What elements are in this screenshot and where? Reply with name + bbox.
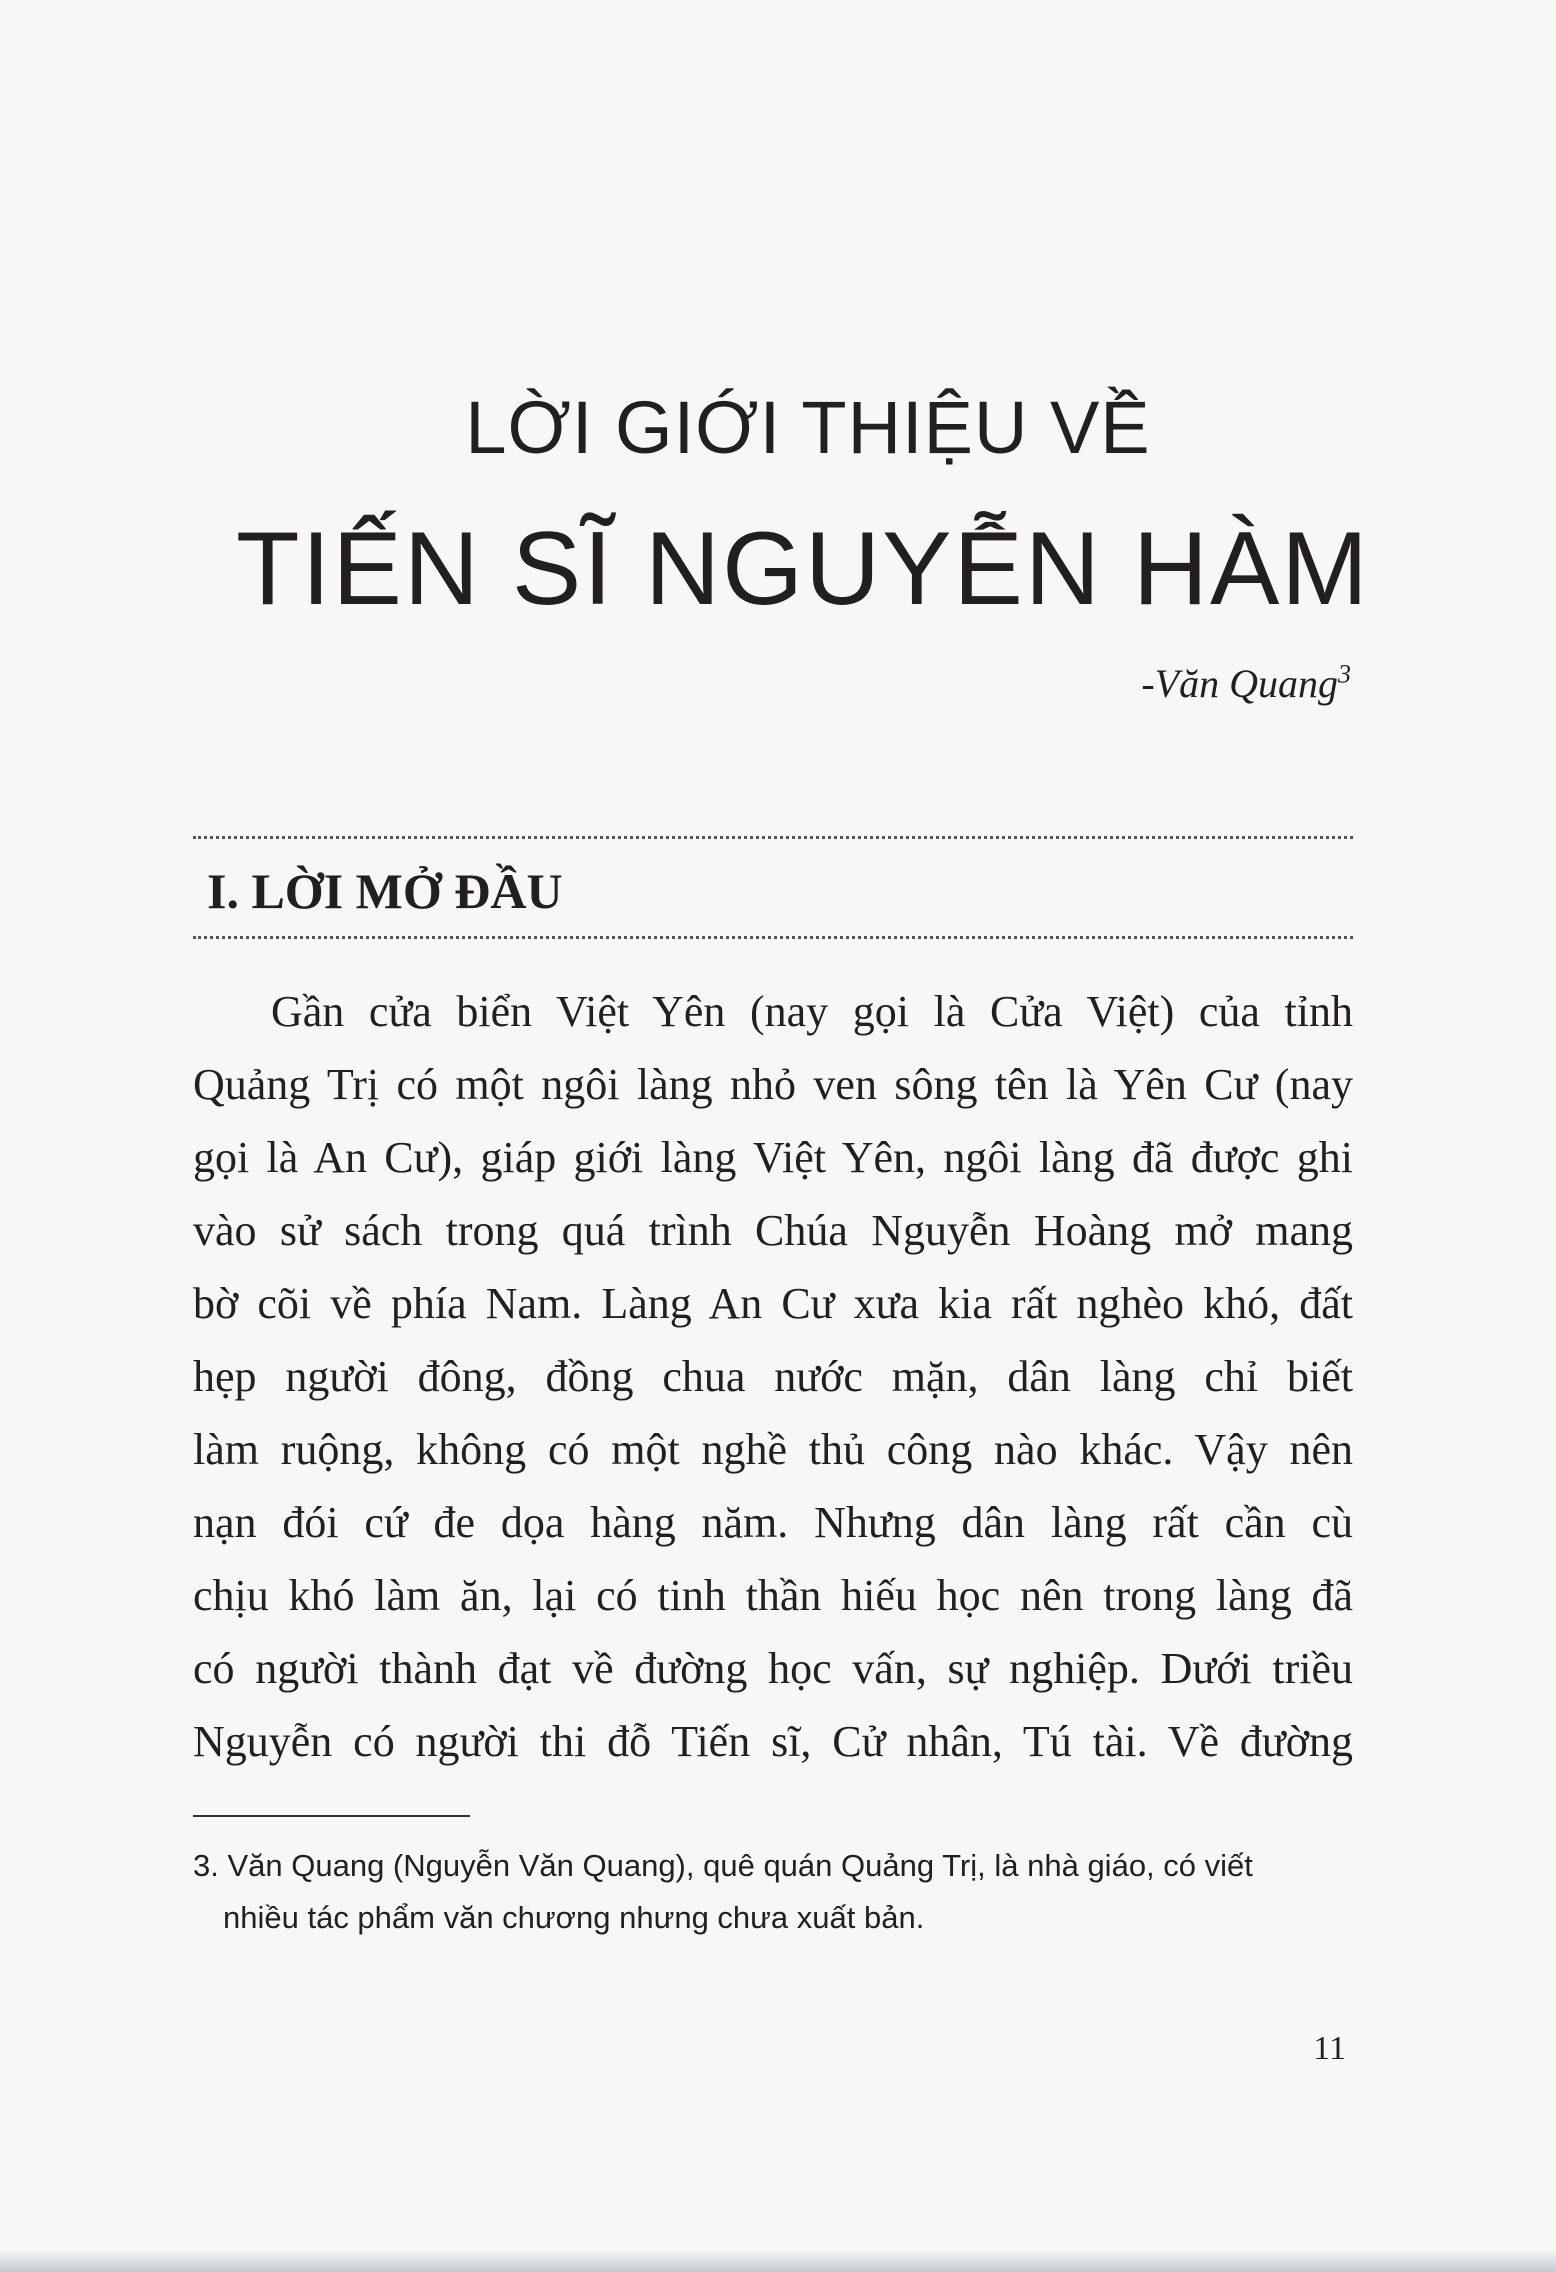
body-line: có người thành đạt về đường học vấn, sự nghiệp. Dưới triều <box>193 1644 1353 1693</box>
body-line: chịu khó làm ăn, lại có tinh thần hiếu học nên trong làng đã <box>193 1571 1353 1620</box>
page-number: 11 <box>1313 2030 1346 2067</box>
footnote <box>193 1840 1358 1944</box>
author-attribution <box>1141 660 1351 707</box>
body-line: làm ruộng, không có một nghề thủ công nào khác. Vậy nên <box>193 1425 1353 1474</box>
body-line: gọi là An Cư), giáp giới làng Việt Yên, ngôi làng đã được ghi <box>193 1133 1353 1182</box>
dotted-rule-top <box>193 836 1353 839</box>
title-line-2: TIẾN SĨ NGUYỄN HÀM <box>236 511 1370 627</box>
footnote-separator <box>193 1815 470 1817</box>
body-line: vào sử sách trong quá trình Chúa Nguyễn Hoàng mở mang <box>193 1206 1353 1255</box>
author-name: -Văn Quang <box>1141 661 1338 706</box>
body-paragraph <box>193 975 1353 1778</box>
author-footnote-ref: 3 <box>1338 659 1351 689</box>
scan-edge-shadow <box>0 2250 1556 2272</box>
body-line: bờ cõi về phía Nam. Làng An Cư xưa kia rất nghèo khó, đất <box>193 1279 1353 1328</box>
footnote-line-1: 3. Văn Quang (Nguyễn Văn Quang), quê quán Quảng Trị, là nhà giáo, có viết <box>193 1848 1253 1883</box>
title-line-1: LỜI GIỚI THIỆU VỀ <box>465 386 1151 469</box>
body-line: nạn đói cứ đe dọa hàng năm. Nhưng dân làng rất cần cù <box>193 1498 1353 1547</box>
footnote-line-2: nhiều tác phẩm văn chương nhưng chưa xuất bản. <box>223 1900 925 1935</box>
body-line: Quảng Trị có một ngôi làng nhỏ ven sông tên là Yên Cư (nay <box>193 1060 1353 1109</box>
section-heading: I. LỜI MỞ ĐẦU <box>207 863 563 919</box>
body-line: Nguyễn có người thi đỗ Tiến sĩ, Cử nhân, Tú tài. Về đường <box>193 1717 1353 1766</box>
body-line: hẹp người đông, đồng chua nước mặn, dân làng chỉ biết <box>193 1352 1353 1401</box>
dotted-rule-bottom <box>193 936 1353 939</box>
body-line: Gần cửa biển Việt Yên (nay gọi là Cửa Việt) của tỉnh <box>271 987 1353 1036</box>
